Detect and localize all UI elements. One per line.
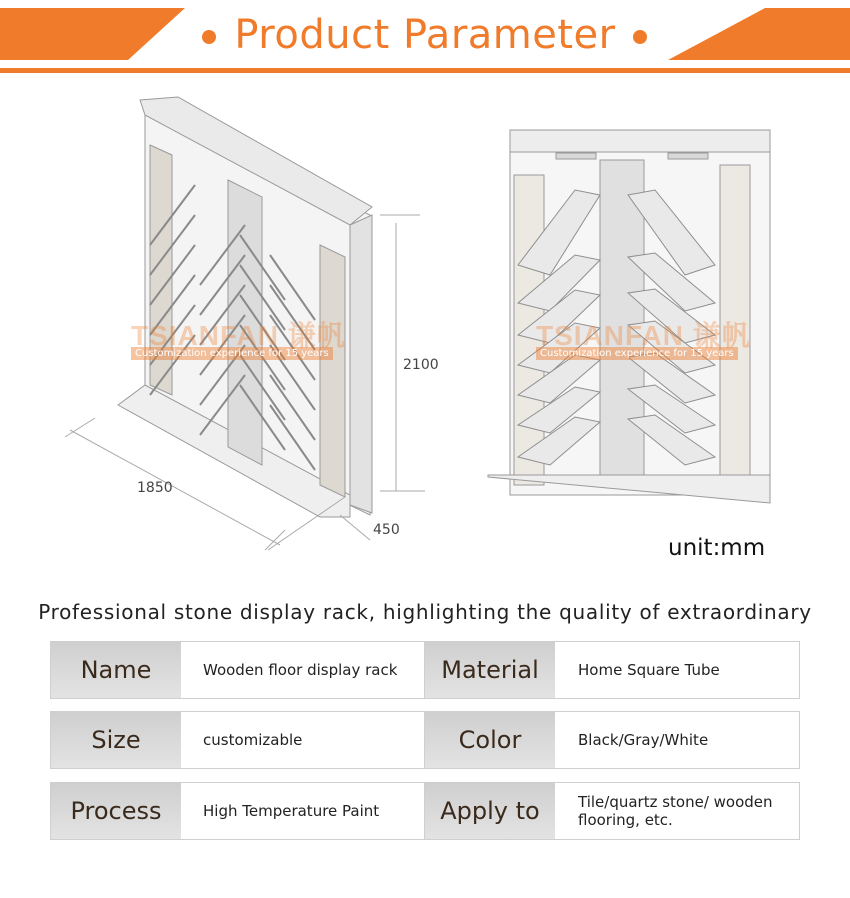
watermark-tagline-left: Customization experience for 15 years <box>131 347 333 360</box>
page-title: Product Parameter <box>234 12 616 58</box>
param-label: Name <box>51 642 181 698</box>
param-value: Home Square Tube <box>578 661 720 679</box>
param-label: Size <box>51 712 181 768</box>
param-label: Material <box>425 642 555 698</box>
header-banner <box>0 0 850 80</box>
right-rack-light-left <box>556 153 596 159</box>
left-rack-wood-panel-2 <box>320 245 345 497</box>
param-label: Color <box>425 712 555 768</box>
product-drawings <box>0 85 850 585</box>
param-value: High Temperature Paint <box>203 802 380 820</box>
table-row <box>50 782 800 840</box>
height-dimension: 2100 <box>403 357 439 373</box>
table-row <box>50 641 800 699</box>
table-row <box>50 711 800 769</box>
right-rack-light-right <box>668 153 708 159</box>
left-rack-side <box>350 215 372 513</box>
depth-dimension: 450 <box>373 522 400 538</box>
width-dimension: 1850 <box>137 480 173 496</box>
param-value: Wooden floor display rack <box>203 661 398 679</box>
param-label: Apply to <box>425 783 555 839</box>
param-value: Black/Gray/White <box>578 731 709 749</box>
unit-label: unit:mm <box>668 535 766 561</box>
watermark-tagline-right: Customization experience for 15 years <box>536 347 738 360</box>
watermark-brand-left: TSIANFAN 谦帆 <box>131 320 346 351</box>
param-label: Process <box>51 783 181 839</box>
right-rack-header <box>510 130 770 152</box>
param-value: Tile/quartz stone/ wooden flooring, etc. <box>578 793 773 829</box>
param-value: customizable <box>203 731 303 749</box>
watermark-brand-right: TSIANFAN 谦帆 <box>536 320 751 351</box>
product-tagline: Professional stone display rack, highlighting the quality of extraordinary <box>38 600 812 624</box>
